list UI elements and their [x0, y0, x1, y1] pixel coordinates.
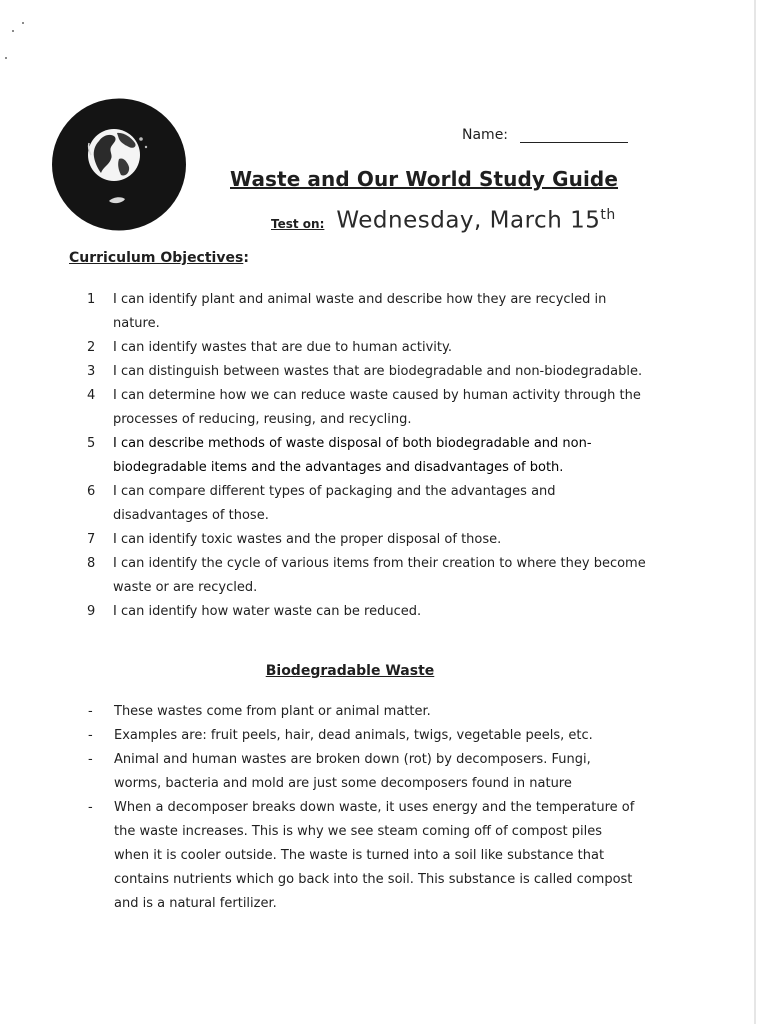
name-blank-line — [520, 128, 628, 143]
list-item — [88, 724, 640, 748]
list-item — [88, 700, 640, 724]
biodegradable-heading: Biodegradable Waste — [265, 663, 435, 679]
test-on-label: Test on: — [271, 216, 325, 231]
item-text: These wastes come from plant or animal matter. — [114, 704, 431, 719]
objectives-heading-colon: : — [243, 250, 249, 266]
item-number: 3 — [87, 364, 96, 379]
item-number: 4 — [87, 388, 96, 403]
name-label: Name: — [462, 127, 509, 143]
test-date-row — [271, 207, 616, 234]
list-item — [87, 528, 647, 552]
list-item — [87, 360, 647, 384]
item-text: I can identify plant and animal waste and describe how they are recycled in nature. — [113, 292, 607, 331]
bullet-dash: - — [88, 752, 93, 767]
item-text: I can identify wastes that are due to human activity. — [113, 340, 452, 355]
list-item — [87, 336, 647, 360]
bullet-dash: - — [88, 704, 93, 719]
list-item — [87, 480, 647, 528]
item-number: 1 — [87, 292, 96, 307]
item-number: 6 — [87, 484, 96, 499]
biodegradable-list — [88, 700, 640, 916]
scan-speck — [5, 57, 7, 59]
item-text: I can describe methods of waste disposal of both biodegradable and non-biodegradable items and the advantages and disadvantages of both. — [113, 436, 592, 475]
item-text: I can distinguish between wastes that are biodegradable and non-biodegradable. — [113, 364, 643, 379]
bullet-dash: - — [88, 728, 93, 743]
list-item — [88, 796, 640, 916]
test-date-handwritten — [336, 207, 615, 234]
objectives-list — [87, 288, 647, 624]
scan-edge-line — [754, 0, 756, 1024]
list-item — [87, 600, 647, 624]
objectives-heading — [69, 250, 249, 266]
list-item — [87, 552, 647, 600]
scan-speck — [22, 22, 24, 24]
item-number: 9 — [87, 604, 96, 619]
test-date-suffix: th — [600, 207, 616, 223]
objectives-heading-text: Curriculum Objectives — [69, 250, 244, 266]
list-item — [87, 384, 647, 432]
name-field-row — [462, 127, 628, 143]
item-text: I can determine how we can reduce waste caused by human activity through the processes of reducing, reusing, and recycling. — [113, 388, 641, 427]
item-text: Examples are: fruit peels, hair, dead animals, twigs, vegetable peels, etc. — [114, 728, 593, 743]
item-text: When a decomposer breaks down waste, it uses energy and the temperature of the waste increases. This is why we see steam coming off of compost piles when it is cooler outside. The waste is turned into a soil like substance that contains nutrients which go back into the soil. This substance is called compost and is a natural fertilizer. — [114, 800, 635, 911]
item-text: I can identify toxic wastes and the proper disposal of those. — [113, 532, 502, 547]
item-number: 2 — [87, 340, 96, 355]
scan-speck — [12, 30, 14, 32]
test-date-text: Wednesday, March 15 — [336, 207, 601, 234]
item-number: 5 — [87, 436, 96, 451]
list-item — [87, 288, 647, 336]
list-item — [87, 432, 647, 480]
list-item — [88, 748, 640, 796]
item-number: 8 — [87, 556, 96, 571]
item-text: Animal and human wastes are broken down (rot) by decomposers. Fungi, worms, bacteria and mold are just some decomposers found in nature — [114, 752, 591, 791]
item-number: 7 — [87, 532, 96, 547]
item-text: I can identify how water waste can be reduced. — [113, 604, 422, 619]
item-text: I can compare different types of packaging and the advantages and disadvantages of those. — [113, 484, 556, 523]
item-text: I can identify the cycle of various items from their creation to where they become waste or are recycled. — [113, 556, 646, 595]
page-title: Waste and Our World Study Guide — [230, 167, 619, 191]
globe-logo-icon — [51, 97, 187, 232]
bullet-dash: - — [88, 800, 93, 815]
